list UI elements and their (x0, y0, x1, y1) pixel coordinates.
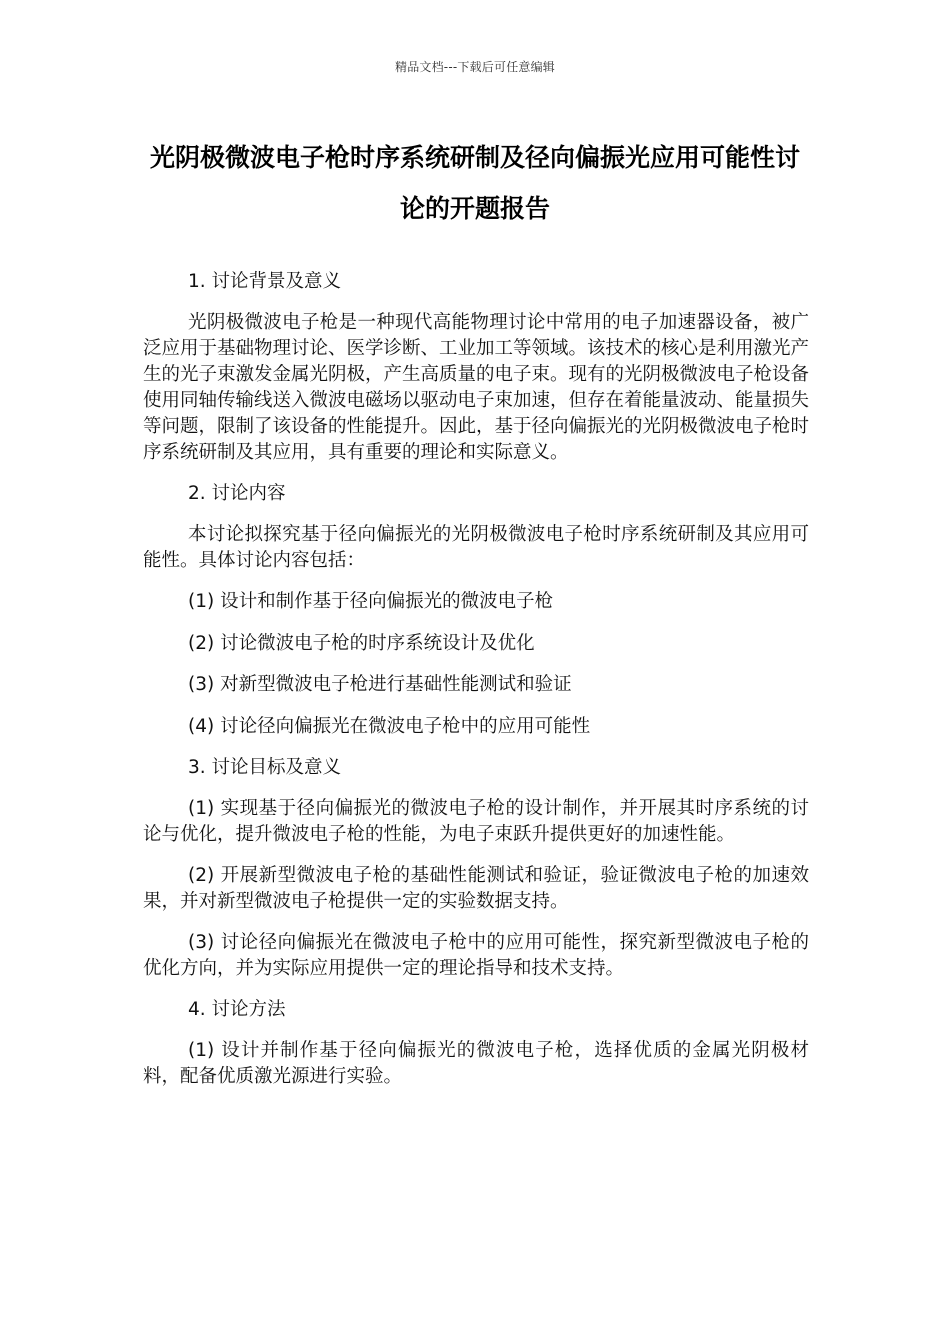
section-heading-goals: 3. 讨论目标及意义 (188, 757, 342, 778)
list-item: (1) 设计和制作基于径向偏振光的微波电子枪 (188, 591, 554, 612)
list-item: (3) 对新型微波电子枪进行基础性能测试和验证 (188, 674, 572, 695)
list-item: (2) 讨论微波电子枪的时序系统设计及优化 (188, 632, 535, 654)
paragraph-goal: (1) 实现基于径向偏振光的微波电子枪的设计制作，并开展其时序系统的讨论与优化，提升微波电子枪的性能，为电子束跃升提供更好的加速性能。 (143, 798, 809, 845)
paragraph-content-intro: 本讨论拟探究基于径向偏振光的光阴极微波电子枪时序系统研制及其应用可能性。具体讨论内容包括： (143, 524, 809, 571)
section-heading-methods: 4. 讨论方法 (188, 999, 286, 1020)
list-item: (4) 讨论径向偏振光在微波电子枪中的应用可能性 (188, 715, 591, 737)
paragraph-goal: (2) 开展新型微波电子枪的基础性能测试和验证，验证微波电子枪的加速效果，并对新型微波电子枪提供一定的实验数据支持。 (143, 865, 809, 912)
header-note: 精品文档---下载后可任意编辑 (395, 60, 555, 74)
document-title: 光阴极微波电子枪时序系统研制及径向偏振光应用可能性讨论的开题报告 (149, 143, 800, 223)
section-heading-content: 2. 讨论内容 (188, 483, 286, 504)
paragraph-goal: (3) 讨论径向偏振光在微波电子枪中的应用可能性，探究新型微波电子枪的优化方向，并为实际应用提供一定的理论指导和技术支持。 (143, 932, 809, 979)
paragraph-background: 光阴极微波电子枪是一种现代高能物理讨论中常用的电子加速器设备，被广泛应用于基础物理讨论、医学诊断、工业加工等领域。该技术的核心是利用激光产生的光子束激发金属光阴极，产生高质量的电子束。现有的光阴极微波电子枪设备使用同轴传输线送入微波电磁场以驱动电子束加速，但存在着能量波动、能量损失等问题，限制了该设备的性能提升。因此，基于径向偏振光的光阴极微波电子枪时序系统研制及其应用，具有重要的理论和实际意义。 (143, 312, 810, 463)
document-body (143, 269, 809, 1105)
paragraph-method: (1) 设计并制作基于径向偏振光的微波电子枪，选择优质的金属光阴极材料，配备优质激光源进行实验。 (143, 1040, 809, 1087)
section-heading-background: 1. 讨论背景及意义 (188, 271, 342, 292)
